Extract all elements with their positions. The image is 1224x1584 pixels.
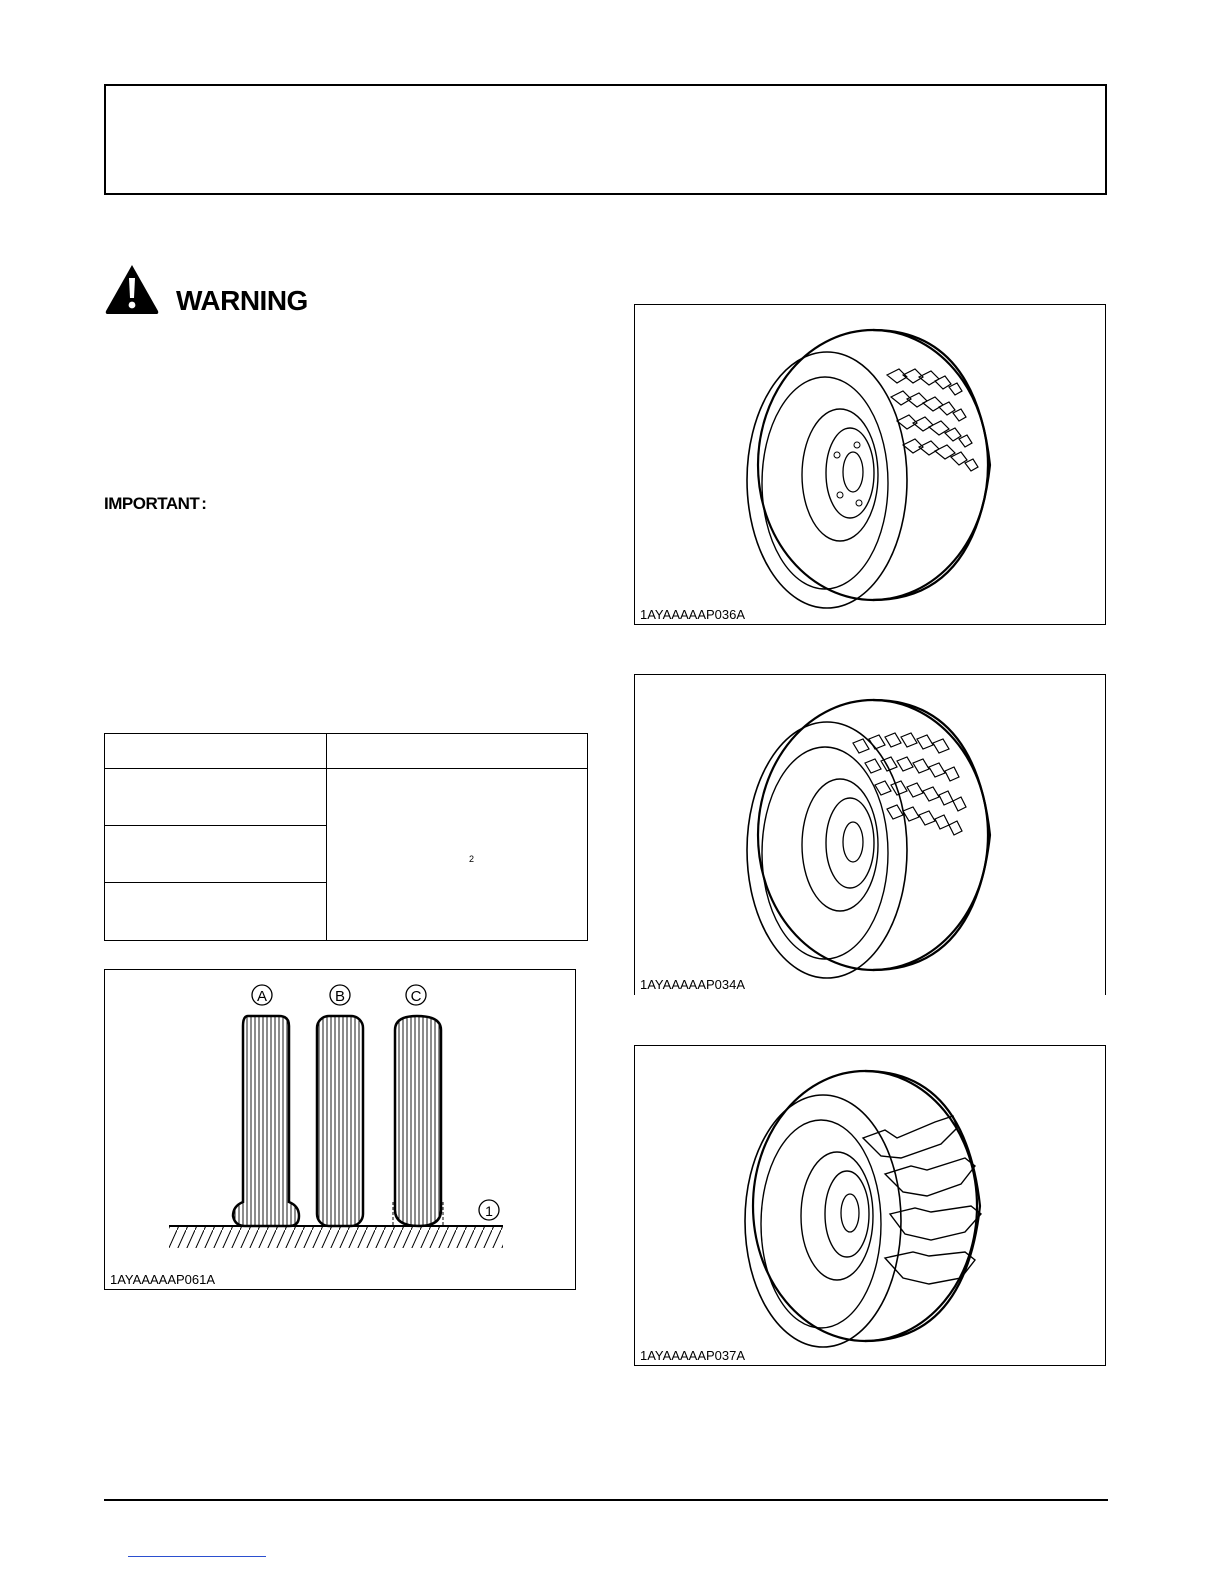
bar-tire-illustration xyxy=(635,675,1105,994)
important-colon: : xyxy=(201,494,207,513)
turf-tire-figure xyxy=(634,304,1106,625)
important-heading xyxy=(104,494,206,514)
tire-normal xyxy=(317,1016,363,1226)
warning-heading: WARNING xyxy=(176,285,308,316)
turf-tire-illustration xyxy=(635,305,1105,624)
tire-pressure-table xyxy=(104,733,588,941)
table-divider-row xyxy=(105,825,326,826)
footer-link-underline[interactable] xyxy=(128,1556,266,1557)
header-box xyxy=(104,84,1107,195)
label-ground xyxy=(479,1200,499,1220)
table-divider-header xyxy=(105,768,587,769)
tire-underinflated xyxy=(233,1016,299,1226)
bar-tire-figure xyxy=(634,674,1106,995)
table-superscript: 2 xyxy=(469,854,475,864)
svg-text:B: B xyxy=(334,988,346,1005)
label-a xyxy=(252,985,272,1005)
inflation-diagram xyxy=(105,970,575,1289)
label-b xyxy=(330,985,350,1005)
table-divider-row xyxy=(105,882,326,883)
svg-text:A: A xyxy=(256,988,268,1005)
figure-caption: 1AYAAAAAP037A xyxy=(640,1348,746,1363)
label-c xyxy=(406,985,426,1005)
lug-tire-illustration xyxy=(635,1046,1105,1365)
figure-caption: 1AYAAAAAP036A xyxy=(640,607,746,622)
important-label: IMPORTANT xyxy=(104,494,200,513)
ground-hatch xyxy=(169,1227,503,1248)
tire-overinflated xyxy=(395,1016,441,1226)
lug-tire-figure xyxy=(634,1045,1106,1366)
svg-text:C: C xyxy=(410,988,422,1005)
figure-caption: 1AYAAAAAP034A xyxy=(640,977,746,992)
inflation-figure xyxy=(104,969,576,1290)
warning-triangle-icon xyxy=(104,263,160,315)
svg-text:1: 1 xyxy=(485,1203,493,1219)
figure-caption: 1AYAAAAAP061A xyxy=(110,1272,216,1287)
table-divider-vertical xyxy=(326,734,327,940)
footer-rule xyxy=(104,1499,1108,1501)
